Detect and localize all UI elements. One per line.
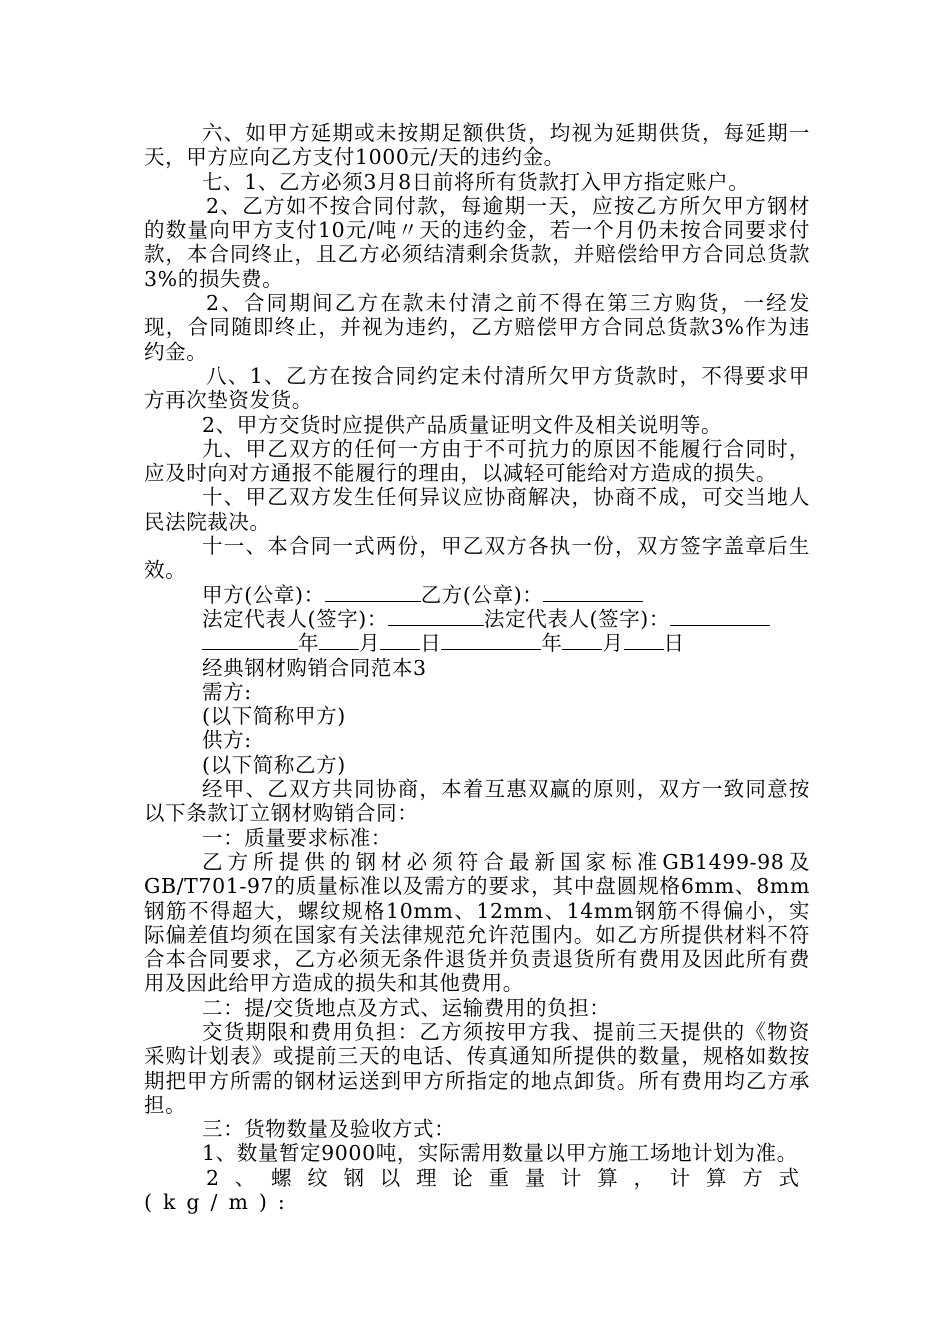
date-line (144, 631, 810, 655)
clause-7-1: 七、1、乙方必须3月8日前将所有货款打入甲方指定账户。 (202, 169, 750, 194)
party-b-seal-blank (543, 583, 643, 602)
rep-a-blank (388, 607, 484, 626)
clause-6: 六、如甲方延期或未按期足额供货，均视为延期供货，每延期一天，甲方应向乙方支付1000元/天的违约金。 (144, 121, 810, 170)
clause-7-2: 2、乙方如不按合同付款，每逾期一天，应按乙方所欠甲方钢材的数量向甲方支付10元/吨〃天的违约金，若一个月仍未按合同要求付款，本合同终止，且乙方必须结清剩余货款，并赔偿给甲方合同总货款3%的损失费。 (144, 193, 810, 291)
seller-label: 供方: (202, 728, 252, 753)
section-3-item-1: 1、数量暂定9000吨，实际需用数量以甲方施工场地计划为准。 (202, 1141, 798, 1166)
clause-7-3: 2、合同期间乙方在款未付清之前不得在第三方购货，一经发现，合同随即终止，并视为违约，乙方赔偿甲方合同总货款3%作为违约金。 (144, 291, 810, 364)
section-2-heading: 二：提/交货地点及方式、运输费用的负担： (202, 995, 611, 1020)
day-a-blank (380, 631, 420, 650)
day-a-label: 日 (420, 631, 442, 656)
section-1-heading: 一：质量要求标准： (202, 825, 392, 850)
clause-8-1: 八、1、乙方在按合同约定未付清所欠甲方货款时，不得要求甲方再次垫资发货。 (144, 363, 810, 413)
seal-line (144, 583, 810, 607)
year-a-label: 年 (298, 631, 320, 656)
party-a-seal-label: 甲方(公章)： (202, 582, 325, 607)
section-1-body: 乙方所提供的钢材必须符合最新国家标准GB1499-98及GB/T701-97的质量标准以及需方的要求，其中盘圆规格6mm、8mm钢筋不得超大，螺纹规格10mm、12mm、14mm钢筋不得偏小，实际偏差值均须在国家有关法律规范允许范围内。如乙方所提供材料不符合本合同要求，乙方必须无条件退货并负责退货所有费用及因此所有费用及因此给甲方造成的损失和其他费用。 (144, 849, 810, 996)
day-b-blank (624, 631, 664, 650)
year-b-label: 年 (541, 631, 563, 656)
section-2-body: 交货期限和费用负担：乙方须按甲方我、提前三天提供的《物资采购计划表》或提前三天的电话、传真通知所提供的数量，规格如数按期把甲方所需的钢材运送到甲方所指定的地点卸货。所有费用均乙方承担。 (144, 1019, 810, 1117)
rep-a-label: 法定代表人(签字)： (202, 606, 388, 631)
month-a-label: 月 (359, 631, 381, 656)
month-b-blank (562, 631, 602, 650)
contract-3-title: 经典钢材购销合同范本3 (202, 655, 427, 680)
buyer-label: 需方: (202, 679, 252, 704)
section-3-heading: 三：货物数量及验收方式： (202, 1117, 456, 1142)
rep-b-blank (670, 607, 770, 626)
month-b-label: 月 (602, 631, 624, 656)
month-a-blank (319, 631, 359, 650)
year-a-blank (202, 631, 298, 650)
document-body (144, 121, 810, 1214)
clause-8-2: 2、甲方交货时应提供产品质量证明文件及相关说明等。 (202, 412, 723, 437)
party-a-seal-blank (325, 583, 421, 602)
representative-line (144, 607, 810, 631)
buyer-note: (以下简称甲方) (202, 704, 346, 729)
clause-11: 十一、本合同一式两份，甲乙双方各执一份，双方签字盖章后生效。 (144, 534, 810, 583)
clause-9: 九、甲乙双方的任何一方由于不可抗力的原因不能履行合同时，应及时向对方通报不能履行的理由，以减轻可能给对方造成的损失。 (144, 436, 810, 486)
contract-intro: 经甲、乙双方共同协商，本着互惠双赢的原则，双方一致同意按以下条款订立钢材购销合同： (144, 777, 810, 826)
party-b-seal-label: 乙方(公章)： (420, 582, 544, 607)
day-b-label: 日 (663, 631, 685, 656)
clause-10: 十、甲乙双方发生任何异议应协商解决，协商不成，可交当地人民法院裁决。 (144, 485, 810, 534)
seller-note: (以下简称乙方) (202, 752, 346, 777)
year-b-blank (441, 631, 541, 650)
rep-b-label: 法定代表人(签字)： (484, 606, 670, 631)
section-3-item-2: 2、螺纹钢以理论重量计算，计算方式(kg/m): (144, 1165, 810, 1215)
